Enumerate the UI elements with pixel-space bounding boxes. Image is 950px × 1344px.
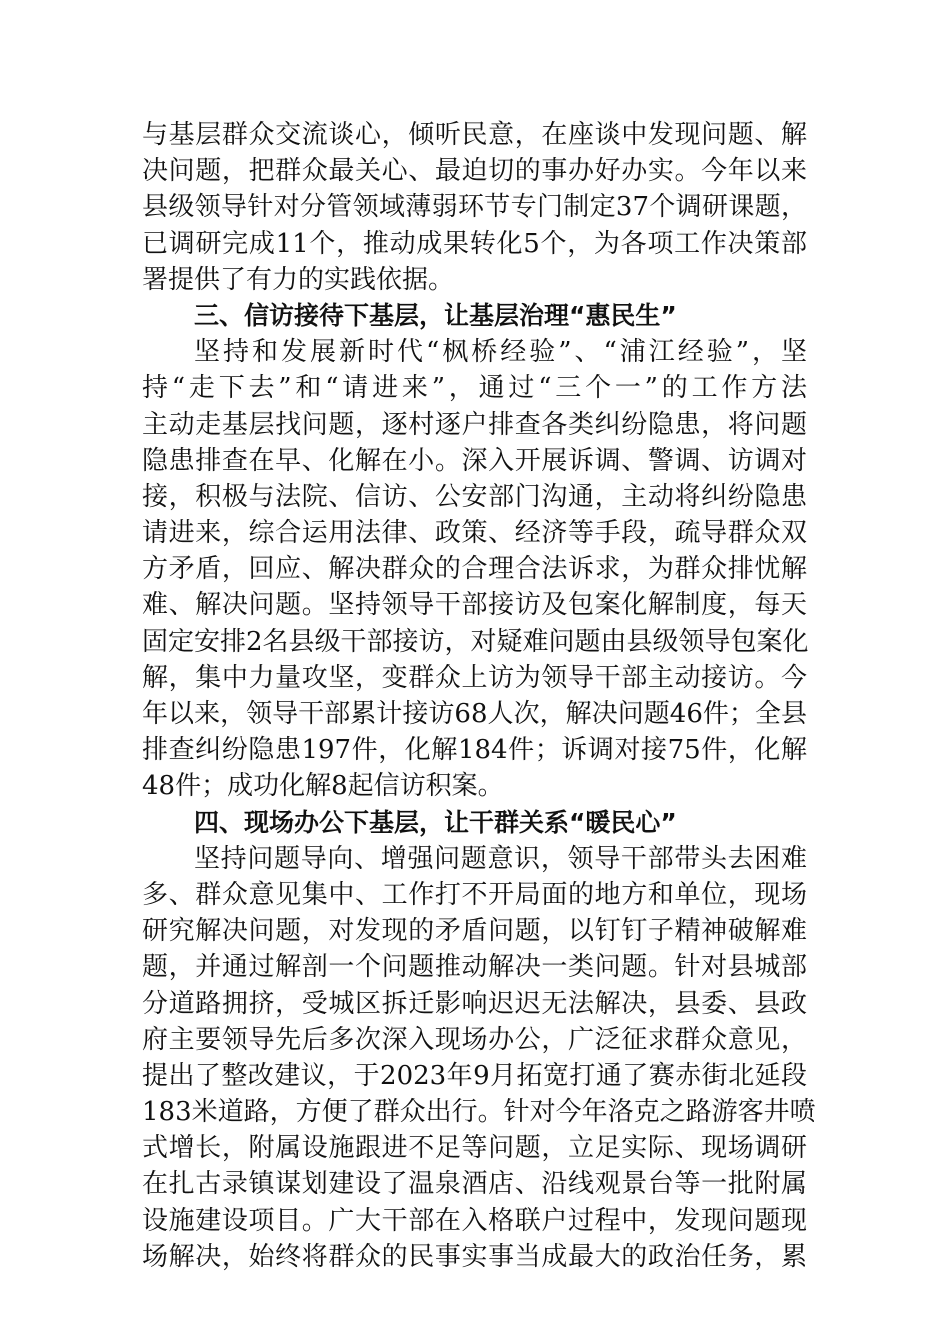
- text-line: 请进来，综合运用法律、政策、经济等手段，疏导群众双: [142, 518, 807, 549]
- text-line: 坚持和发展新时代“枫桥经验”、“浦江经验”，坚: [194, 337, 807, 368]
- text-line: 方矛盾，回应、解决群众的合理合法诉求，为群众排忧解: [142, 554, 807, 585]
- document-body: [142, 117, 816, 1275]
- text-line: 排查纠纷隐患197件，化解184件；诉调对接75件，化解: [142, 735, 807, 766]
- text-line: 在扎古录镇谋划建设了温泉酒店、沿线观景台等一批附属: [142, 1169, 807, 1200]
- text-line: 48件；成功化解8起信访积案。: [142, 771, 504, 802]
- text-line: 提出了整改建议，于2023年9月拓宽打通了赛赤街北延段: [142, 1060, 807, 1091]
- text-line: 坚持问题导向、增强问题意识，领导干部带头去困难: [194, 843, 807, 874]
- text-line: 难、解决问题。坚持领导干部接访及包案化解制度，每天: [142, 590, 807, 621]
- text-line: 持“走下去”和“请进来”，通过“三个一”的工作方法: [142, 373, 807, 404]
- section-heading: 三、信访接待下基层，让基层治理“惠民生”: [194, 300, 677, 330]
- text-line: 解，集中力量攻坚，变群众上访为领导干部主动接访。今: [142, 662, 807, 693]
- text-line: 署提供了有力的实践依据。: [142, 264, 455, 295]
- text-line: 式增长，附属设施跟进不足等问题，立足实际、现场调研: [142, 1133, 807, 1164]
- section-heading: 四、现场办公下基层，让干群关系“暖民心”: [194, 807, 677, 837]
- text-line: 与基层群众交流谈心，倾听民意，在座谈中发现问题、解: [142, 120, 807, 150]
- text-line: 题，并通过解剖一个问题推动解决一类问题。针对县城部: [142, 952, 807, 983]
- text-line: 县级领导针对分管领域薄弱环节专门制定37个调研课题，: [142, 192, 807, 223]
- text-line: 研究解决问题，对发现的矛盾问题，以钉钉子精神破解难: [142, 916, 807, 947]
- text-line: 设施建设项目。广大干部在入格联户过程中，发现问题现: [142, 1205, 807, 1236]
- text-line: 年以来，领导干部累计接访68人次，解决问题46件；全县: [142, 699, 807, 729]
- text-line: 府主要领导先后多次深入现场办公，广泛征求群众意见，: [142, 1024, 807, 1055]
- text-line: 主动走基层找问题，逐村逐户排查各类纠纷隐患，将问题: [142, 409, 807, 440]
- text-line: 场解决，始终将群众的民事实事当成最大的政治任务，累: [142, 1241, 807, 1272]
- text-line: 183米道路，方便了群众出行。针对今年洛克之路游客井喷: [142, 1097, 816, 1128]
- text-line: 多、群众意见集中、工作打不开局面的地方和单位，现场: [142, 879, 807, 910]
- text-line: 隐患排查在早、化解在小。深入开展诉调、警调、访调对: [142, 445, 807, 476]
- text-line: 接，积极与法院、信访、公安部门沟通，主动将纠纷隐患: [142, 481, 807, 512]
- text-line: 分道路拥挤，受城区拆迁影响迟迟无法解决，县委、县政: [142, 988, 807, 1019]
- text-line: 决问题，把群众最关心、最迫切的事办好办实。今年以来: [142, 156, 807, 187]
- text-line: 固定安排2名县级干部接访，对疑难问题由县级领导包案化: [142, 626, 809, 657]
- text-line: 已调研完成11个，推动成果转化5个，为各项工作决策部: [142, 228, 807, 259]
